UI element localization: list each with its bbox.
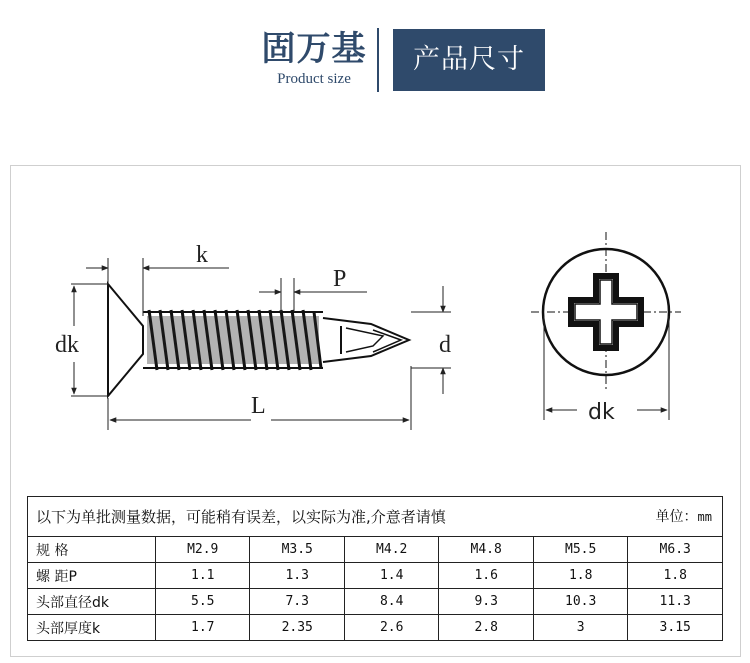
dimension-p <box>259 278 367 312</box>
unit-label-text: 单位： <box>655 509 698 525</box>
table-cell: 1.6 <box>439 563 533 589</box>
label-head-dk: dk <box>588 400 615 425</box>
page-title: 产品尺寸 <box>393 29 545 91</box>
table-row <box>28 563 723 589</box>
table-cell: M4.8 <box>439 537 533 563</box>
row-label: 螺 距P <box>28 563 156 589</box>
table-cell: 7.3 <box>250 589 344 615</box>
table-cell: M4.2 <box>344 537 438 563</box>
measurement-note: 以下为单批测量数据，可能稍有误差，以实际为准,介意者请慎 <box>36 508 446 526</box>
table-row <box>28 589 723 615</box>
table-cell: 11.3 <box>628 589 723 615</box>
table-cell: 3.15 <box>628 615 723 641</box>
label-l: L <box>251 393 266 419</box>
label-p: P <box>333 266 347 292</box>
table-cell: 1.8 <box>628 563 723 589</box>
table-cell: 1.8 <box>533 563 627 589</box>
brand-name: 固万基 <box>261 29 367 69</box>
table-cell: 1.4 <box>344 563 438 589</box>
table-row <box>28 537 723 563</box>
brand-subtitle: Product size <box>277 71 351 87</box>
unit-label <box>656 506 722 526</box>
header-divider <box>377 28 379 92</box>
table-cell: 3 <box>533 615 627 641</box>
table-cell: 1.1 <box>156 563 250 589</box>
screw-side-view <box>108 284 409 396</box>
label-k: k <box>196 242 208 268</box>
table-cell: 2.8 <box>439 615 533 641</box>
table-cell: 9.3 <box>439 589 533 615</box>
row-label: 规 格 <box>28 537 156 563</box>
table-cell: 2.6 <box>344 615 438 641</box>
table-cell: 2.35 <box>250 615 344 641</box>
note-cell <box>28 497 723 537</box>
unit-value: mm <box>697 510 712 524</box>
row-label: 头部厚度k <box>28 615 156 641</box>
screw-drawing <box>11 166 740 476</box>
table-cell: M5.5 <box>533 537 627 563</box>
row-label: 头部直径dk <box>28 589 156 615</box>
table-cell: M3.5 <box>250 537 344 563</box>
table-row <box>28 615 723 641</box>
note-row <box>28 497 723 537</box>
table-cell: 1.3 <box>250 563 344 589</box>
label-dk: dk <box>55 332 79 358</box>
brand-logo <box>258 30 370 88</box>
spec-table <box>27 496 723 641</box>
table-cell: 8.4 <box>344 589 438 615</box>
label-d: d <box>439 332 451 358</box>
screw-head-top-view <box>531 232 681 392</box>
table-cell: 5.5 <box>156 589 250 615</box>
table-cell: 1.7 <box>156 615 250 641</box>
table-cell: M6.3 <box>628 537 723 563</box>
table-cell: M2.9 <box>156 537 250 563</box>
table-cell: 10.3 <box>533 589 627 615</box>
